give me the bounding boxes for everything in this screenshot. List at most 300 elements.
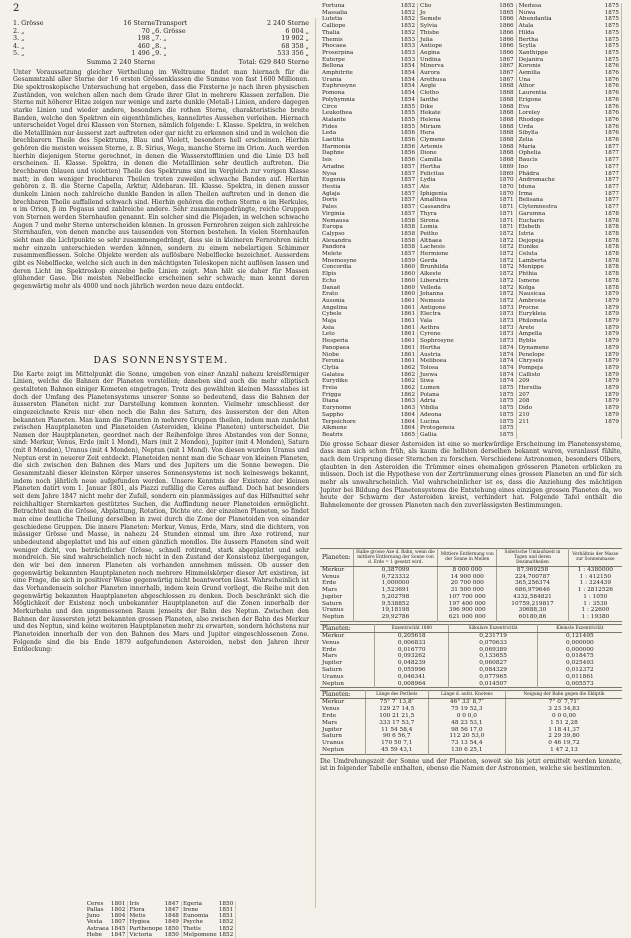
asteroid-year: 1850 <box>163 926 181 932</box>
asteroid-name: Peitho <box>420 230 439 237</box>
asteroid-row <box>320 164 622 171</box>
asteroid-name: Cassandra <box>420 204 451 211</box>
asteroid-name: Aegle <box>420 83 437 90</box>
table-cell: 0,121495 <box>537 633 622 640</box>
asteroid-name: Gerda <box>420 257 438 264</box>
asteroid-name: Amalthea <box>420 197 448 204</box>
asteroid-year: 1874 <box>485 345 516 352</box>
asteroid-year: 1875 <box>485 385 516 392</box>
table-cell: 0,133655 <box>449 653 537 660</box>
asteroid-year: 1870 <box>485 191 516 198</box>
asteroid-year: 1875 <box>590 16 621 23</box>
table-cell: 333 17 53,7 <box>365 720 428 727</box>
asteroid-year: 1861 <box>386 331 417 338</box>
asteroid-year: 1861 <box>386 325 417 332</box>
star-count: 198 „ <box>137 34 156 43</box>
asteroid-name: Ariadne <box>322 163 345 170</box>
asteroid-name: Doris <box>322 197 338 204</box>
asteroid-name: Clymene <box>420 137 446 144</box>
asteroid-name: Astraea <box>86 925 109 932</box>
asteroid-name: Melpomene <box>182 932 217 938</box>
table-cell: 0,387099 <box>353 566 437 573</box>
asteroid-year: 1860 <box>386 264 417 271</box>
asteroid-year: 1878 <box>590 218 621 225</box>
asteroid-row <box>320 37 622 44</box>
table-row <box>320 747 622 754</box>
asteroid-year: 1877 <box>590 197 621 204</box>
asteroid-year: 1879 <box>590 318 621 325</box>
star-count-sum-row <box>13 58 309 67</box>
asteroid-name: Loreley <box>518 110 541 117</box>
asteroid-year: 1879 <box>590 311 621 318</box>
asteroid-year: 1857 <box>386 184 417 191</box>
asteroid-year: 1852 <box>386 3 417 10</box>
asteroid-row <box>320 70 622 77</box>
table-cell: 2 29 39,80 <box>505 733 622 740</box>
asteroid-name: Pompeja <box>518 364 544 371</box>
asteroid-year: 1875 <box>590 50 621 57</box>
table-row <box>320 633 622 640</box>
asteroid-year: 1876 <box>590 104 621 111</box>
table-cell: 130 6 25,1 <box>428 747 505 754</box>
asteroid-row <box>320 338 622 345</box>
asteroid-name: Erigone <box>518 96 542 103</box>
table-cell: 11 54 58,4 <box>365 727 428 734</box>
asteroid-name: Philomela <box>518 318 547 325</box>
table-cell: 0,084329 <box>449 667 537 674</box>
asteroid-name: Aethra <box>420 324 440 331</box>
asteroid-name: Pomona <box>322 90 345 97</box>
asteroid-year: 1865 <box>485 3 516 10</box>
planet-name: Merkur <box>322 633 345 640</box>
asteroid-name: Urda <box>518 123 534 130</box>
asteroid-year: 1871 <box>485 211 516 218</box>
asteroid-name: Hera <box>420 130 435 137</box>
table-cell: 9,538852 <box>353 601 437 608</box>
asteroid-name: Asia <box>322 324 335 331</box>
asteroid-name: Phädra <box>518 170 540 177</box>
asteroid-year: 1875 <box>485 405 516 412</box>
table-row <box>320 681 622 688</box>
asteroid-name: Ambrosia <box>518 297 546 304</box>
asteroid-year: 1877 <box>590 177 621 184</box>
asteroid-name: Calypso <box>322 230 345 237</box>
table-cell: 30688,30 <box>497 607 568 614</box>
asteroid-name: Vesta <box>86 919 103 926</box>
table-cell: 46° 33′ 8,7″ <box>428 699 505 706</box>
asteroid-year: 1859 <box>386 258 417 265</box>
asteroid-name: Themis <box>322 36 343 43</box>
asteroid-year: 1876 <box>590 117 621 124</box>
planet-name: Neptun <box>322 680 345 687</box>
asteroid-name: Sylvia <box>420 23 438 30</box>
asteroid-year: 1861 <box>386 305 417 312</box>
asteroid-name: Aegina <box>420 49 440 56</box>
asteroid-year: 1879 <box>590 358 621 365</box>
table-cell: 0 0 0,0 <box>428 713 505 720</box>
asteroid-name: Juewa <box>420 371 438 378</box>
table-cell: 0,723332 <box>353 574 437 581</box>
asteroid-year: 1878 <box>590 264 621 271</box>
asteroid-year: 1872 <box>485 251 516 258</box>
asteroid-year: 1872 <box>485 291 516 298</box>
asteroid-year: 1877 <box>590 204 621 211</box>
table-cell: 45 59 43,1 <box>365 747 428 754</box>
table-cell: 73 13 54,4 <box>428 740 505 747</box>
planet-name: Venus <box>322 706 340 713</box>
star-count-total: Total: 629 840 Sterne <box>238 57 309 66</box>
table-cell: 19,18198 <box>353 607 437 614</box>
table-cell: 98 56 17,0 <box>428 727 505 734</box>
asteroid-year: 1879 <box>590 378 621 385</box>
asteroid-name: 209 <box>518 378 530 385</box>
column-header: Länge d. aufst. Knotens <box>428 691 505 699</box>
asteroid-year: 1867 <box>485 77 516 84</box>
asteroid-year: 1871 <box>485 218 516 225</box>
asteroid-year: 1852 <box>218 932 236 938</box>
asteroid-row <box>320 211 622 218</box>
asteroid-name: Nemesis <box>420 297 445 304</box>
asteroid-name: Daphne <box>322 150 345 157</box>
table-cell: 0,025493 <box>537 660 622 667</box>
asteroid-row <box>320 325 622 332</box>
asteroid-year: 1877 <box>590 157 621 164</box>
table-cell: 1 18 41,37 <box>505 727 622 734</box>
asteroid-name: Arete <box>518 324 535 331</box>
asteroid-name: Helena <box>420 116 441 123</box>
asteroid-year: 1861 <box>386 338 417 345</box>
asteroid-year: 1873 <box>485 311 516 318</box>
asteroid-year: 1867 <box>485 63 516 70</box>
magnitude-label: 8. „ <box>155 41 167 50</box>
asteroid-name: Procne <box>518 304 539 311</box>
asteroid-name: Flora <box>129 906 145 913</box>
table-row <box>320 653 622 660</box>
asteroid-year: 1854 <box>386 83 417 90</box>
asteroid-year: 1878 <box>590 231 621 238</box>
table-cell: 112 20 53,0 <box>428 733 505 740</box>
asteroid-year: 1862 <box>386 378 417 385</box>
asteroid-year: 1878 <box>590 251 621 258</box>
asteroid-name: Ceres <box>86 900 104 907</box>
asteroid-name: Austria <box>420 351 441 358</box>
asteroid-year: 1871 <box>485 204 516 211</box>
table-cell: 0,014507 <box>449 681 537 688</box>
asteroid-name: Nemausa <box>322 217 349 224</box>
planet-name: Uranus <box>322 740 344 747</box>
asteroid-row <box>320 77 622 84</box>
asteroid-name: Euterpe <box>322 56 346 63</box>
asteroid-year: 1876 <box>590 77 621 84</box>
column-header: Halbe grosse Axe d. Bahn, wenn die mittlere Entfernung der Sonne von d. Erde = 1 gesetzt wird. <box>353 548 437 566</box>
asteroid-year: 1872 <box>485 278 516 285</box>
asteroid-name: Lydia <box>420 177 436 184</box>
asteroid-row <box>320 238 622 245</box>
asteroid-name: Chryseïs <box>518 358 544 365</box>
table-row <box>320 607 622 614</box>
asteroid-year: 1874 <box>485 372 516 379</box>
asteroid-year: 1876 <box>590 124 621 131</box>
asteroid-year: 1876 <box>590 63 621 70</box>
asteroid-name: Adeona <box>420 411 442 418</box>
table-cell: 3 23 34,83 <box>505 706 622 713</box>
asteroid-name: Antiope <box>420 43 443 50</box>
asteroid-name: Kolga <box>518 284 535 291</box>
asteroid-name: Fortuna <box>322 3 345 9</box>
asteroid-row <box>320 177 622 184</box>
table-cell: 4332,584821 <box>497 594 568 601</box>
asteroid-name: Iphigenia <box>420 190 448 197</box>
asteroid-year: 1877 <box>590 191 621 198</box>
asteroid-rows-right <box>320 3 622 439</box>
table-cell: 0 0 0,00 <box>505 713 622 720</box>
star-count: 1 496 „ <box>131 49 156 58</box>
asteroid-year: 1847 <box>163 901 181 907</box>
asteroid-name: 208 <box>518 398 530 405</box>
asteroid-row <box>320 432 622 439</box>
table-row <box>320 706 622 713</box>
asteroid-year: 1873 <box>485 325 516 332</box>
table-cell: 0,205618 <box>375 633 449 640</box>
table-cell: 0,005573 <box>537 681 622 688</box>
asteroid-year: 1878 <box>590 278 621 285</box>
asteroid-name: Eunike <box>518 244 539 251</box>
asteroid-row <box>320 23 622 30</box>
table-cell: 0,000000 <box>537 640 622 647</box>
table-row <box>320 733 622 740</box>
asteroid-name: Aglaja <box>322 190 340 197</box>
asteroid-year: 1875 <box>590 10 621 17</box>
asteroid-year: 1874 <box>485 365 516 372</box>
magnitude-label: 7. „ <box>155 34 167 43</box>
right-column <box>320 3 622 911</box>
asteroid-name: Ophelia <box>518 150 541 157</box>
asteroid-row <box>320 57 622 64</box>
asteroid-year: 1879 <box>590 385 621 392</box>
table-cell: 48 23 53,1 <box>428 720 505 727</box>
asteroid-name: Xanthippe <box>518 49 548 56</box>
asteroid-row <box>320 191 622 198</box>
asteroid-year: 1855 <box>386 110 417 117</box>
asteroid-name: Sibylla <box>518 130 539 137</box>
asteroid-name: Circe <box>322 103 338 110</box>
asteroid-name: Arethusa <box>420 76 446 83</box>
asteroid-year: 1879 <box>590 305 621 312</box>
asteroid-year: 1856 <box>386 130 417 137</box>
asteroid-origin-paragraph: Die grosse Schaar dieser Asteroiden ist eine so merkwürdige Erscheinung im Planetensysteme, dass man sich schon früh, als kaum die hellsten derselben bekannt waren, veranlasst fühlte, nach dem Ursprung dieser Sternchen zu forschen. Verschiedene Astronomen, besonders Olbers, glaubten in den Asteroiden die Trümmer eines ehemaligen grösseren Planeten erblicken zu müssen. Doch ist die Hypothese von der Zertrümmerung eines grossen Planeten an und für sich mehr als unwahrscheinlich. Viel wahrscheinlicher ist es, dass die Anziehung des mächtigen Jupiter bei Bildung des Planetensystems die Entstehung eines einzigen grossen Planeten da, wo heute der Schwarm der Asteroiden kreist, verhindert hat. Folgende Tafel enthält die Bahnelemente der grossen Planeten nach den zuverlässigsten Bestimmungen. <box>320 440 622 509</box>
asteroid-name: Atalante <box>322 116 347 123</box>
star-count: 16 Sterne <box>123 19 156 27</box>
table-cell: 170 50 7,1 <box>365 740 428 747</box>
asteroid-name: Dynamene <box>518 344 550 351</box>
asteroid-row <box>320 331 622 338</box>
asteroid-year: 1860 <box>386 291 417 298</box>
star-count: 19 902 „ <box>281 34 309 43</box>
asteroid-row <box>320 104 622 111</box>
table-cell: 7° 0′ 7,71″ <box>505 699 622 706</box>
asteroid-year: 1852 <box>386 23 417 30</box>
asteroid-year: 1877 <box>590 144 621 151</box>
asteroid-year: 1858 <box>386 231 417 238</box>
asteroid-year: 1872 <box>485 238 516 245</box>
asteroid-year: 1868 <box>485 104 516 111</box>
asteroid-name: Antigone <box>420 304 446 311</box>
asteroid-year: 1879 <box>590 352 621 359</box>
asteroid-year: 1855 <box>386 117 417 124</box>
table-cell: 0,231719 <box>449 633 537 640</box>
asteroid-name: Nuwa <box>518 9 536 16</box>
asteroid-row <box>86 932 236 938</box>
asteroid-name: Brunhilda <box>420 264 449 271</box>
asteroid-name: Hekate <box>420 110 441 117</box>
longitude-table-rows <box>320 699 622 754</box>
asteroid-name: Atala <box>518 23 534 30</box>
table-cell: 20 700 000 <box>438 580 497 587</box>
asteroid-name: Dejanira <box>518 56 544 63</box>
asteroid-name: Eugenia <box>322 177 346 184</box>
asteroid-name: Julia <box>420 36 433 43</box>
asteroid-row <box>320 50 622 57</box>
asteroid-row <box>320 231 622 238</box>
asteroid-year: 1874 <box>485 378 516 385</box>
table-row <box>320 640 622 647</box>
asteroid-year: 1869 <box>485 171 516 178</box>
star-count: 70 „ <box>141 26 156 35</box>
table-row <box>320 667 622 674</box>
asteroid-name: Urania <box>322 76 342 83</box>
asteroid-year: 1854 <box>386 70 417 77</box>
asteroid-row <box>320 352 622 359</box>
asteroid-name: Terpsichore <box>322 418 356 425</box>
asteroid-year: 1872 <box>485 264 516 271</box>
asteroid-name: Irene <box>182 906 199 913</box>
table-row <box>320 601 622 608</box>
asteroid-year: 1857 <box>386 251 417 258</box>
magnitude-label: Transport <box>155 19 188 27</box>
asteroid-name: Psyche <box>182 919 203 926</box>
asteroid-name: Melete <box>322 251 342 258</box>
asteroid-name: Pandora <box>322 244 346 251</box>
asteroid-year: 1875 <box>485 425 516 432</box>
asteroid-name: Lutetia <box>322 16 343 23</box>
planet-name: Uranus <box>322 673 344 680</box>
asteroid-row <box>320 150 622 157</box>
asteroid-row <box>320 264 622 271</box>
asteroid-table-right <box>320 3 622 439</box>
asteroid-name: Niobe <box>322 351 340 358</box>
asteroid-name: Lucina <box>420 418 440 425</box>
asteroid-row <box>320 137 622 144</box>
asteroid-year: 1868 <box>485 137 516 144</box>
asteroid-year: 1864 <box>386 425 417 432</box>
asteroid-name: Eva <box>518 103 530 110</box>
asteroid-row <box>320 311 622 318</box>
stars-paragraph: Unter Voraussetzung gleicher Vertheilung im Weltraume findet man hiernach für die Gesammtzahl aller Sterne der 16 ersten Grössenklassen die Summe von fast 1600 Millionen. Die spektroskopische Untersuchung hat ergeben, dass die Fixsterne je nach ihren physischen Zuständen, von welchen allen nach dem Grade ihrer Glut in mehrere Klassen zerfallen. Die Sterne mit höherer Hitze zeigen nur wenige und zarte dunkle (Metall-) Linien, andere dagegen starke Linien und wieder andere, besonders die rothen Sterne, charakteristische breite Banden, welche den Spektren ein eigenthümliches, kannelirtes Aussehen verleihen. Hiernach unterscheidet Vogel drei Klassen von Sternen, nämlich folgende: I. Klasse. Spektra, in welchen die Metalllinien nur äusserst zart auftreten oder gar nicht zu erkennen sind und in welchen die brechbarern Theile des Spektrums, Blau und Violett, besonders hell erscheinen. Hierhin gehören die meisten weissen Sterne, z. B. Sirius, Wega, manche Sterne im Orion. Auch werden hierhin diejenigen Sterne gerechnet, in denen die Wasserstofflinien und die Linie D3 hell erscheinen. II. Klasse. Spektra, in denen die Metalllinien sehr deutlich auftreten. Die brechbaren (blauen und violetten) Theile des Spektrums sind im Vergleich zur vorigen Klasse matt; in den weniger brechbaren Theilen treten zuweilen schwache Banden auf. Hierhin gehören z. B. die Sterne Capella, Arktur, Aldebaran. III. Klasse. Spektra, in denen ausser dunkeln Linien noch zahlreiche dunkle Banden in allen Theilen auftreten und in denen die brechbaren Theile auffallend schwach sind. Hierhin gehören die rothen Sterne α im Herkules, α im Orion, β im Pegasus und zahlreiche andere. Sehr zusammengedrängte, reiche Gruppen von Sternen werden Sternhaufen genannt. Ein solcher sind die Plejaden, in welchen schwache Augen 7 und mehr Sterne unterscheiden können. In grossen Fernrohren zeigen sich zahlreiche Sternhaufen, von denen manche aus tausenden von Sternen bestehen. In vielen Sternhaufen sieht man die Lichtpunkte so sehr zusammengedrängt, dass sie in kleineren Fernrohren nicht mehr einzeln unterschieden werden können, sondern zu einem nebelartigen Schimmer zusammenfliessen. Solche Objekte werden als auflösbare Nebelflecke bezeichnet. Ausserdem gibt es Nebelflecke, welche sich auch in den mächtigsten Teleskopen nicht auflösen lassen und deren Licht im Spektroskop einzelne helle Linien zeigt. Man hält sie daher für Massen glühender Gase. Die meisten Nebelflecke erscheinen sehr schwach; man kennt deren gegenwärtig mehr als 4000 und noch jährlich werden neue dazu entdeckt. <box>13 68 309 290</box>
asteroid-year: 1873 <box>485 318 516 325</box>
asteroid-name: Hygiea <box>129 919 150 926</box>
asteroid-year: 1847 <box>163 907 181 913</box>
planet-name: Saturn <box>322 733 342 740</box>
asteroid-name: Elpis <box>322 271 337 278</box>
asteroid-name: Felicitas <box>420 170 445 177</box>
table-cell: 0 46 19,72 <box>505 740 622 747</box>
asteroid-name: Hestia <box>322 183 341 190</box>
asteroid-name: Lachesis <box>420 244 445 251</box>
asteroid-name: Europa <box>322 224 343 231</box>
asteroid-year: 1868 <box>485 110 516 117</box>
asteroid-name: Hersilia <box>518 385 542 392</box>
asteroid-year: 1866 <box>485 30 516 37</box>
asteroid-name: Clotho <box>420 90 439 97</box>
asteroid-row <box>320 204 622 211</box>
asteroid-name: Una <box>518 76 531 83</box>
column-header: Planeten: <box>320 548 353 566</box>
asteroid-row <box>320 251 622 258</box>
planet-name: Jupiter <box>322 593 343 600</box>
asteroid-row <box>320 90 622 97</box>
asteroid-rows-left <box>86 901 236 938</box>
asteroid-year: 1849 <box>163 919 181 925</box>
asteroid-name: Koronis <box>518 63 541 70</box>
asteroid-name: Thisbe <box>420 29 440 36</box>
asteroid-name: Jo <box>420 9 426 16</box>
asteroid-name: 207 <box>518 391 530 398</box>
asteroid-year: 1868 <box>485 124 516 131</box>
asteroid-year: 1871 <box>485 197 516 204</box>
asteroid-name: Sappho <box>322 411 344 418</box>
asteroid-year: 1879 <box>590 291 621 298</box>
asteroid-year: 1876 <box>590 83 621 90</box>
asteroid-row <box>320 244 622 251</box>
asteroid-row <box>320 318 622 325</box>
asteroid-year: 1872 <box>485 244 516 251</box>
asteroid-name: Rhodope <box>518 116 544 123</box>
asteroid-year <box>590 425 621 432</box>
asteroid-year: 1857 <box>386 177 417 184</box>
asteroid-year: 1875 <box>485 419 516 426</box>
asteroid-name: Nysa <box>322 170 337 177</box>
asteroid-year: 1861 <box>386 311 417 318</box>
asteroid-name: Irma <box>518 190 533 197</box>
asteroid-row <box>320 398 622 405</box>
star-count: 6 004 „ <box>285 26 309 35</box>
table-cell: 0,070633 <box>449 640 537 647</box>
asteroid-year: 1869 <box>485 164 516 171</box>
asteroid-year: 1853 <box>386 57 417 64</box>
table-cell: 0,093262 <box>375 653 449 660</box>
column-header: Säkulare Exzentricität <box>449 625 537 633</box>
planet-name: Saturn <box>322 600 342 607</box>
asteroid-name: Eurydike <box>322 378 348 385</box>
asteroid-name: Alkmene <box>322 425 347 432</box>
asteroid-year: 1855 <box>386 104 417 111</box>
asteroid-row <box>320 224 622 231</box>
asteroid-row <box>320 305 622 312</box>
asteroid-name: Ampella <box>518 331 542 338</box>
asteroid-name: Hebe <box>86 932 103 938</box>
asteroid-year: 1861 <box>386 298 417 305</box>
asteroid-year: 1879 <box>590 298 621 305</box>
asteroid-year: 1879 <box>590 419 621 426</box>
asteroid-name: Menippe <box>518 264 544 271</box>
asteroid-name: Polana <box>420 391 440 398</box>
asteroid-year: 1866 <box>485 50 516 57</box>
asteroid-year: 1871 <box>485 224 516 231</box>
asteroid-year: 1868 <box>485 144 516 151</box>
asteroid-name: Sirona <box>420 217 439 224</box>
asteroid-year: 1867 <box>485 57 516 64</box>
asteroid-year: 1875 <box>485 398 516 405</box>
